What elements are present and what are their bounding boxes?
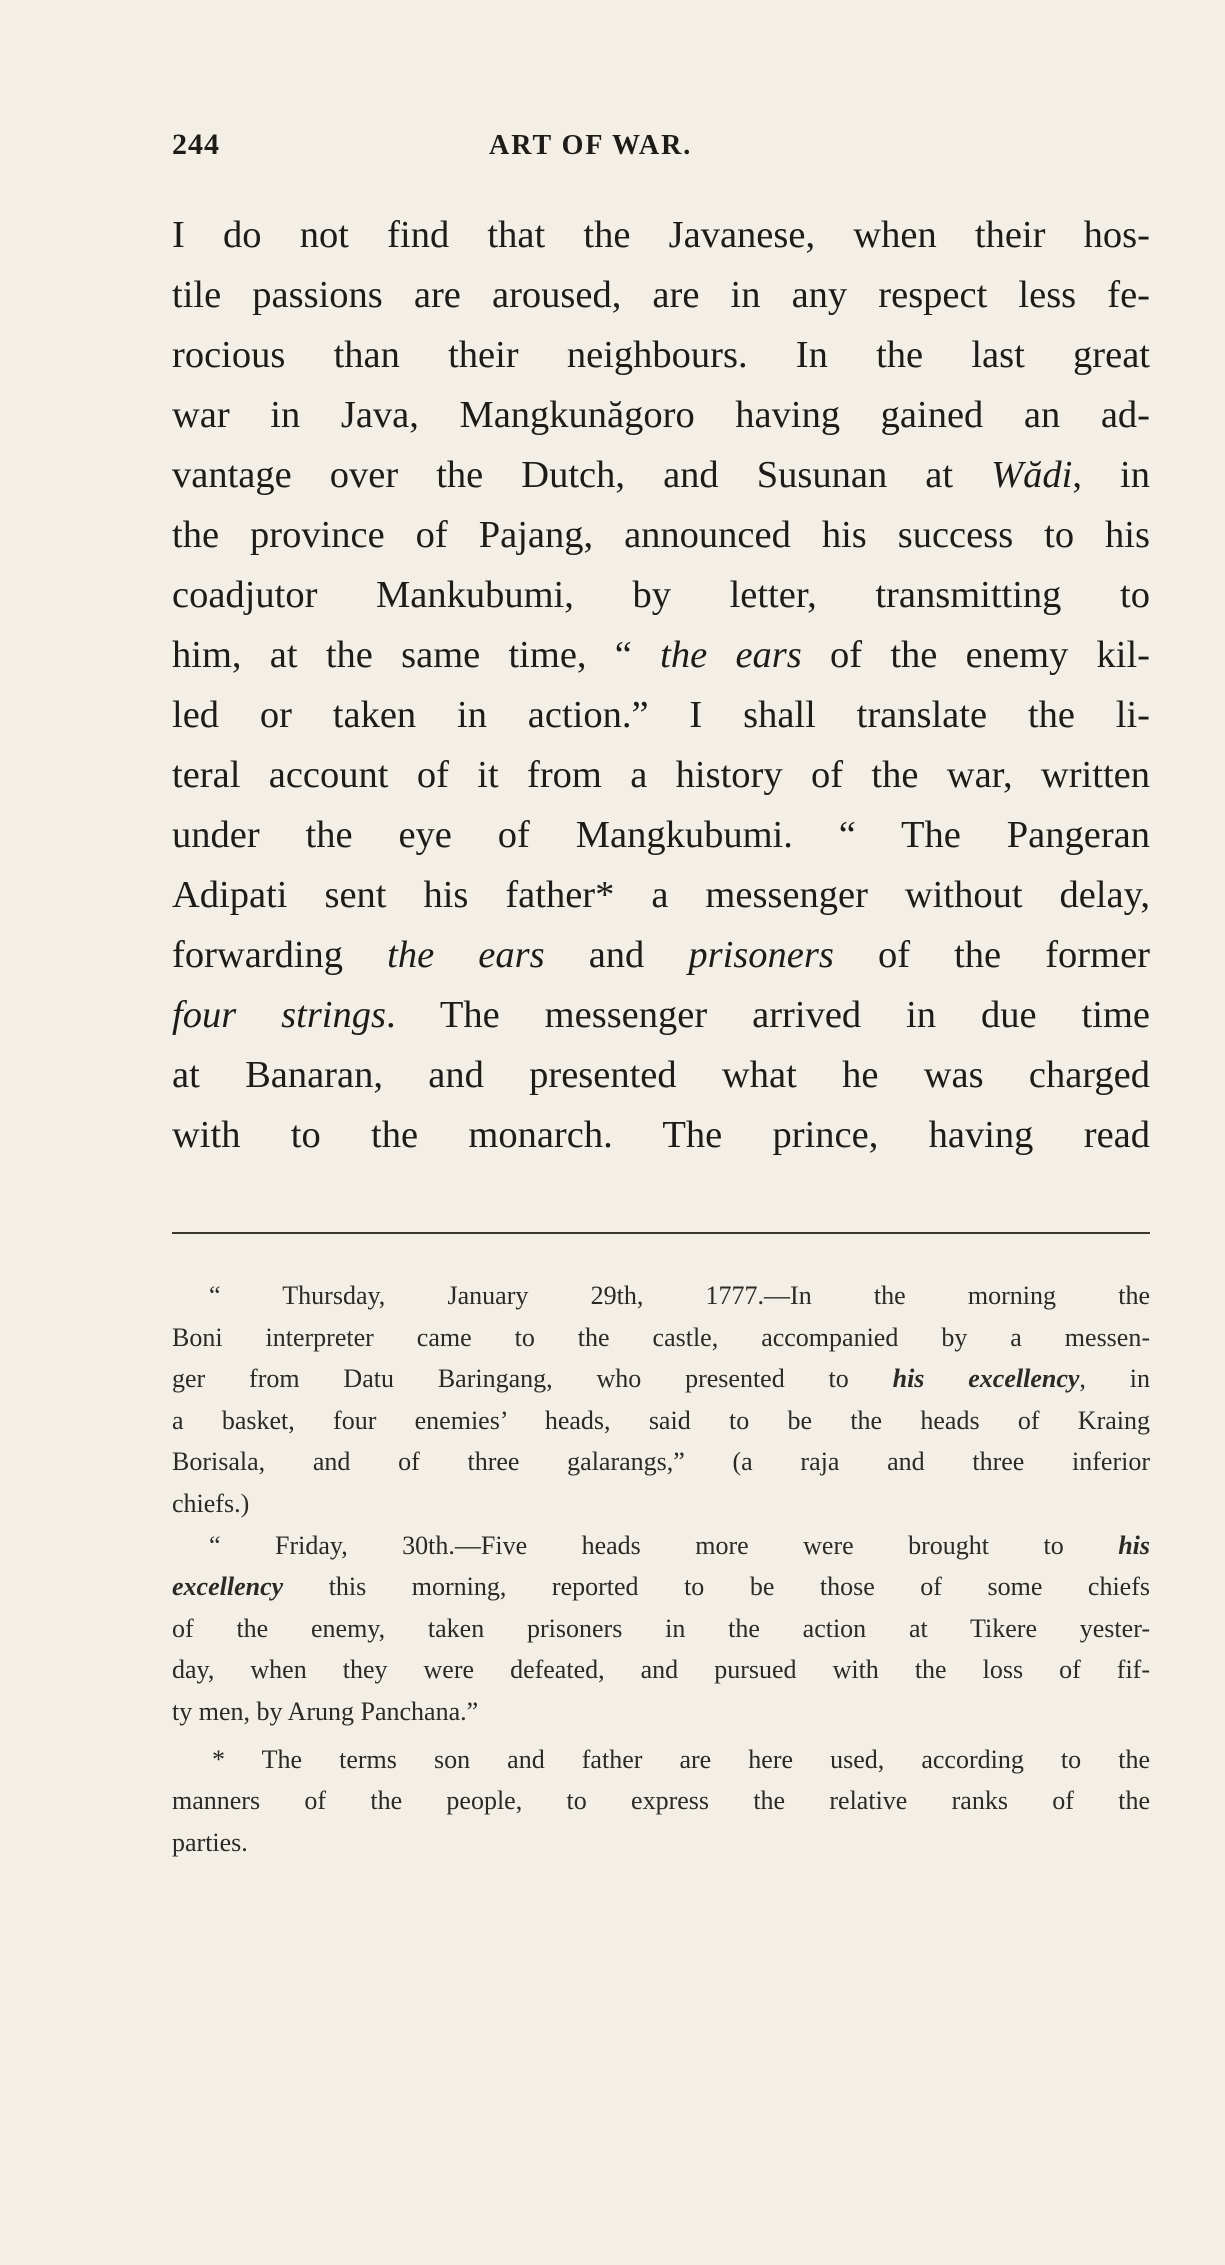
running-title: ART OF WAR. — [489, 130, 693, 161]
italic-phrase: the ears — [660, 634, 802, 676]
text-line: under the eye of Mangkubumi. “ The Pangeran — [172, 814, 1150, 856]
footnote-line: “ Friday, 30th.—Five heads more were brought to his — [209, 1530, 1150, 1560]
footnote-line: * The terms son and father are here used, according to the — [212, 1744, 1150, 1774]
footnote-line: parties. — [172, 1827, 248, 1857]
text-line: rocious than their neighbours. In the last great — [172, 334, 1150, 376]
italic-phrase: four strings — [172, 994, 386, 1036]
text-line: tile passions are aroused, are in any respect less fe- — [172, 274, 1150, 316]
text-line: forwarding the ears and prisoners of the former — [172, 934, 1150, 976]
text-line: I do not find that the Javanese, when their hos- — [172, 214, 1150, 256]
text-line: at Banaran, and presented what he was charged — [172, 1054, 1150, 1096]
page-header — [172, 128, 1032, 168]
footnote-line: day, when they were defeated, and pursued with the loss of fif- — [172, 1655, 1150, 1685]
text-line: war in Java, Mangkunăgoro having gained an ad- — [172, 394, 1150, 436]
footnotes — [172, 1275, 1150, 1863]
footnote-line: Boni interpreter came to the castle, accompanied by a messen- — [172, 1322, 1150, 1352]
text-line: him, at the same time, “ the ears of the enemy kil- — [172, 634, 1150, 676]
text-line: Adipati sent his father* a messenger without delay, — [172, 874, 1150, 916]
footnote-line: ger from Datu Baringang, who presented to his excellency, in — [172, 1364, 1150, 1394]
footnote-line: manners of the people, to express the relative ranks of the — [172, 1786, 1150, 1816]
italic-phrase: prisoners — [688, 934, 834, 976]
main-text — [172, 205, 1150, 1165]
text-line: four strings. The messenger arrived in due time — [172, 994, 1150, 1036]
footnote-line: excellency this morning, reported to be those of some chiefs — [172, 1572, 1150, 1602]
footnote-line: ty men, by Arung Panchana.” — [172, 1696, 479, 1726]
italic-phrase: his excellency — [892, 1364, 1080, 1394]
text-line: led or taken in action.” I shall translate the li- — [172, 694, 1150, 736]
italic-phrase: his — [1118, 1530, 1150, 1560]
footnote-line: Borisala, and of three galarangs,” (a raja and three inferior — [172, 1447, 1150, 1477]
footnote-line: chiefs.) — [172, 1488, 250, 1518]
text-line: teral account of it from a history of the war, written — [172, 754, 1150, 796]
italic-phrase: excellency — [172, 1572, 284, 1602]
footnote-line: of the enemy, taken prisoners in the action at Tikere yester- — [172, 1613, 1150, 1643]
text-line: coadjutor Mankubumi, by letter, transmitting to — [172, 574, 1150, 616]
text-line: the province of Pajang, announced his success to his — [172, 514, 1150, 556]
text-line: with to the monarch. The prince, having read — [172, 1114, 1150, 1156]
footnote-line: a basket, four enemies’ heads, said to be the heads of Kraing — [172, 1405, 1150, 1435]
page-number: 244 — [172, 128, 220, 161]
italic-place-name: Wădi — [991, 454, 1073, 496]
italic-phrase: the ears — [387, 934, 545, 976]
text-line: vantage over the Dutch, and Susunan at Wădi, in — [172, 454, 1150, 496]
footnote-line: “ Thursday, January 29th, 1777.—In the morning the — [209, 1281, 1150, 1310]
footnote-divider — [172, 1232, 1150, 1234]
